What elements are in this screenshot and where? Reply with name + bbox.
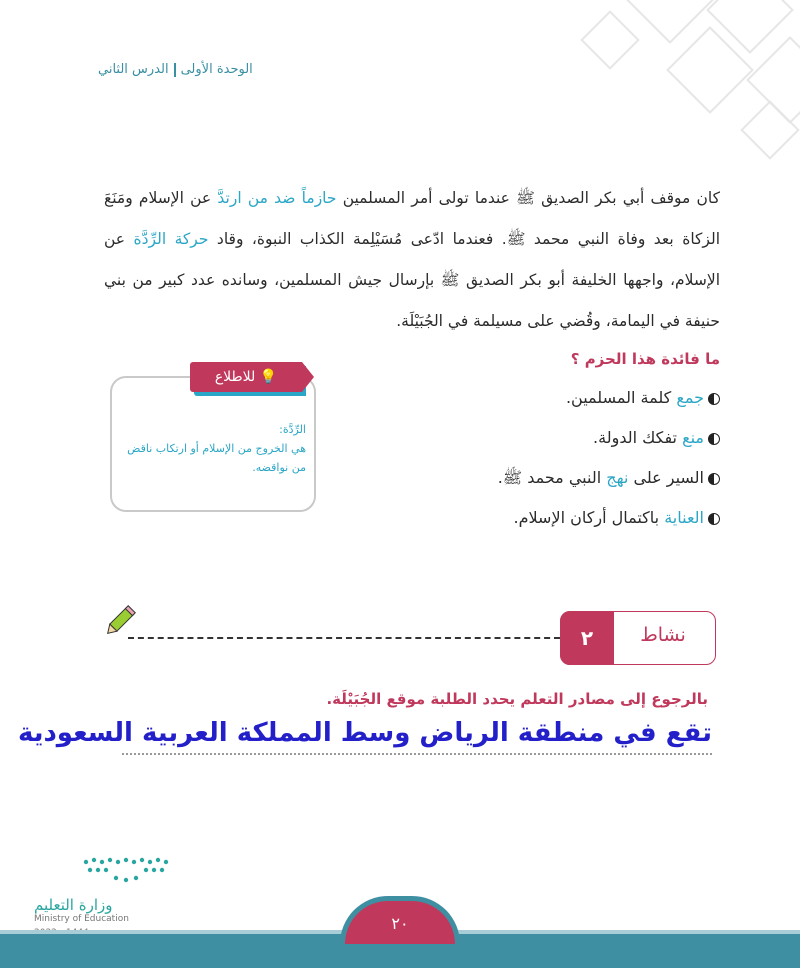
info-box-content	[122, 420, 306, 477]
keyword-firm: حازماً ضد من ارتدَّ	[217, 189, 337, 207]
tab-arrow	[302, 362, 314, 392]
list-prefix: السير على	[628, 468, 704, 487]
paragraph-text-3: عن الإسلام، واجهها الخليفة أبو بكر الصديق ﷺ بإرسال جيش المسلمين، وسانده عدد كبير من بني حنيفة في اليمامة، وقُضي على مسيلمة في الجُبَيْلَة.	[104, 230, 720, 330]
question-heading: ما فائدة هذا الحزم ؟	[570, 350, 720, 368]
paragraph-text-2: عن الإسلام ومَنَعَ الزكاة بعد وفاة النبي محمد ﷺ. فعندما ادّعى مُسَيْلِمة الكذاب النبوة، وقاد	[104, 189, 721, 248]
half-circle-bullet-icon	[708, 473, 720, 485]
list-item	[498, 458, 720, 498]
dashed-divider	[128, 637, 560, 639]
list-keyword: منع	[682, 428, 704, 447]
list-text: كلمة المسلمين.	[565, 388, 677, 407]
list-keyword: نهج	[606, 468, 629, 487]
info-box-tab	[190, 362, 302, 392]
lightbulb-icon: 💡	[259, 369, 278, 385]
ministry-logo-icon	[76, 852, 176, 888]
ministry-name-arabic: وزارة التعليم	[34, 896, 113, 914]
activity-answer: تقع في منطقة الرياض وسط المملكة العربية السعودية	[122, 713, 712, 755]
lesson-paragraph	[104, 178, 720, 342]
list-item	[498, 418, 720, 458]
half-circle-bullet-icon	[708, 393, 720, 405]
list-text: تفكك الدولة.	[593, 428, 683, 447]
page-number: ٢٠	[340, 896, 460, 944]
list-text: النبي محمد ﷺ.	[497, 468, 607, 487]
keyword-ridda-movement: حركة الرِّدَّة	[133, 230, 209, 248]
ministry-name-english: Ministry of Education	[34, 914, 129, 924]
pencil-icon	[102, 604, 136, 640]
activity-label: نشاط	[640, 624, 686, 646]
benefits-list	[498, 378, 720, 538]
list-text: باكتمال أركان الإسلام.	[513, 508, 665, 527]
breadcrumb-divider	[174, 63, 176, 77]
list-item	[498, 498, 720, 538]
breadcrumb	[98, 62, 253, 77]
info-box-title: للاطلاع	[214, 369, 256, 385]
list-keyword: العناية	[664, 508, 704, 527]
unit-label: الوحدة الأولى	[180, 62, 253, 77]
lesson-label: الدرس الثاني	[98, 62, 169, 77]
list-item	[498, 378, 720, 418]
info-definition: هي الخروج من الإسلام أو ارتكاب ناقض من نواقضه.	[127, 442, 306, 474]
half-circle-bullet-icon	[708, 513, 720, 525]
half-circle-bullet-icon	[708, 433, 720, 445]
decorative-pattern	[470, 0, 800, 160]
info-term: الرِّدَّة:	[279, 423, 306, 436]
paragraph-text-1: كان موقف أبي بكر الصديق ﷺ عندما تولى أمر المسلمين	[336, 189, 720, 207]
activity-number: ٢	[560, 611, 614, 665]
activity-task: بالرجوع إلى مصادر التعلم يحدد الطلبة موقع الجُبَيْلَة.	[326, 690, 708, 708]
list-keyword: جمع	[676, 388, 704, 407]
